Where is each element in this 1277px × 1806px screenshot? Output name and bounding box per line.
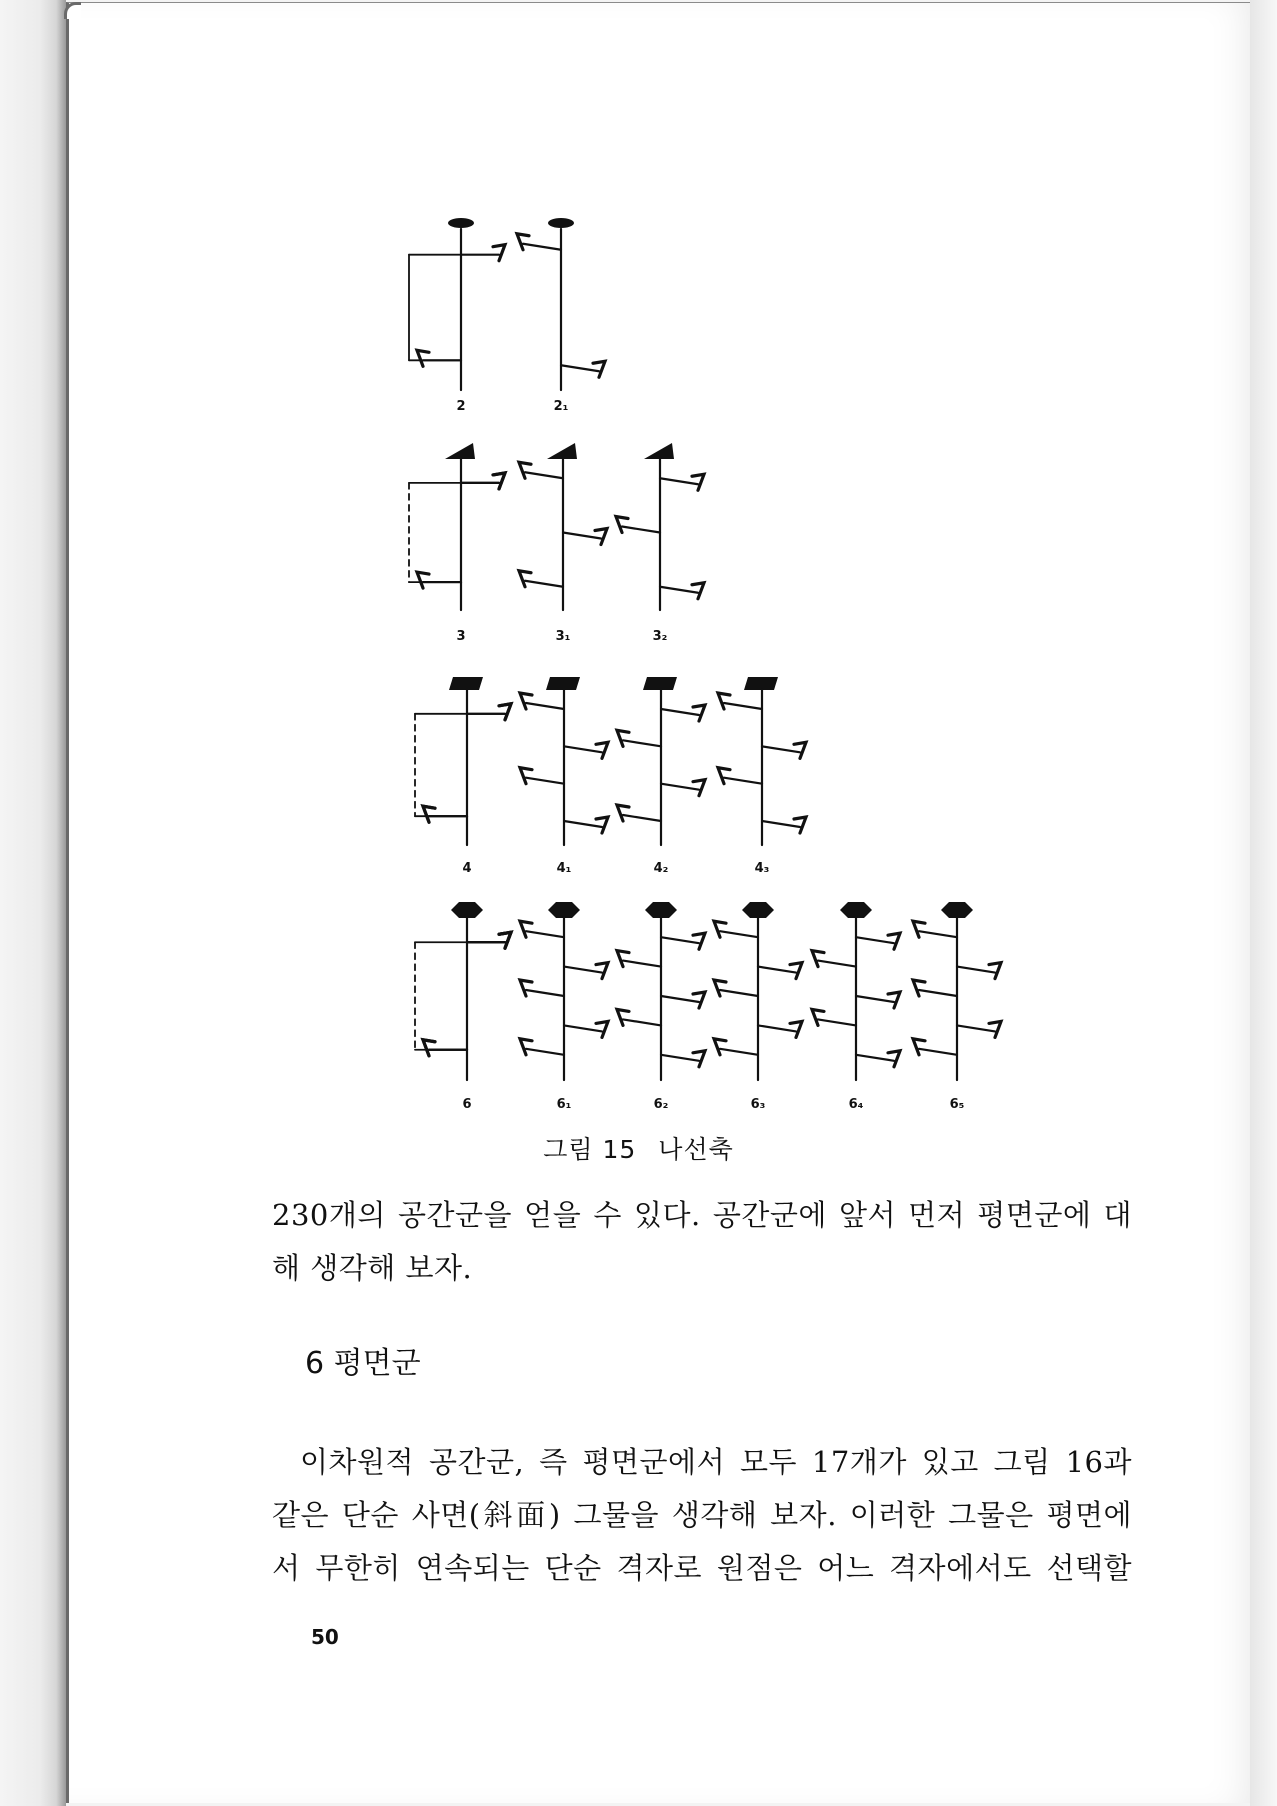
axis-label: 2 (456, 399, 466, 414)
arm-line (724, 703, 762, 709)
axis-label: 6₅ (949, 1097, 965, 1112)
motif-mark (714, 980, 726, 996)
motif-mark (693, 1051, 705, 1067)
figure-caption-label: 그림 15 (543, 1135, 637, 1164)
arm-line (720, 990, 758, 996)
arm-line (623, 1019, 661, 1025)
arm-line (856, 1055, 894, 1061)
motif-mark (692, 474, 704, 490)
axis-label: 4₂ (653, 861, 669, 876)
arm-line (526, 990, 564, 996)
motif-mark (989, 1021, 1001, 1037)
paragraph-plane-groups (300, 1436, 1132, 1489)
axis-label: 3 (456, 629, 466, 644)
arm-line (919, 1049, 957, 1055)
axis-label: 6₂ (653, 1097, 669, 1112)
paragraph-line: 서 무한히 연속되는 단순 격자로 원점은 어느 격자에서도 선택할 (272, 1551, 1132, 1585)
motif-mark (520, 693, 532, 709)
arm-line (561, 365, 599, 371)
arm-line (526, 778, 564, 784)
threefold-symbol (644, 443, 674, 459)
motif-mark (617, 1009, 629, 1025)
arm-line (724, 778, 762, 784)
arm-line (720, 1049, 758, 1055)
motif-mark (616, 517, 628, 533)
arm-line (762, 746, 800, 752)
motif-mark (493, 245, 505, 261)
axis-label: 3₂ (652, 629, 668, 644)
arm-line (762, 821, 800, 827)
axis-label: 4 (462, 861, 472, 876)
arm-line (526, 1049, 564, 1055)
arm-line (526, 931, 564, 937)
arm-line (563, 533, 601, 539)
paragraph-line: 같은 단순 사면(斜面) 그물을 생각해 보자. 이러한 그물은 평면에 (272, 1498, 1132, 1532)
arm-line (661, 784, 699, 790)
axis-label: 6₁ (556, 1097, 572, 1112)
motif-mark (693, 933, 705, 949)
motif-mark (913, 1039, 925, 1055)
figure-caption-title: 나선축 (658, 1135, 734, 1164)
motif-mark (417, 572, 429, 588)
motif-mark (596, 742, 608, 758)
axis-label: 6 (462, 1097, 472, 1112)
arm-line (818, 1019, 856, 1025)
page-number: 50 (311, 1625, 339, 1649)
arm-line (957, 1025, 995, 1031)
arm-line (919, 990, 957, 996)
motif-mark (519, 462, 531, 478)
paragraph-intro (272, 1189, 1132, 1295)
motif-mark (794, 742, 806, 758)
motif-mark (913, 980, 925, 996)
motif-mark (812, 951, 824, 967)
motif-mark (714, 1039, 726, 1055)
fourfold-symbol (546, 677, 580, 690)
motif-mark (417, 350, 429, 366)
motif-mark (517, 234, 529, 250)
motif-mark (718, 693, 730, 709)
motif-mark (423, 806, 435, 822)
motif-mark (520, 980, 532, 996)
paragraph-line: 해 생각해 보자. (272, 1251, 473, 1285)
motif-mark (596, 963, 608, 979)
arm-line (856, 996, 894, 1002)
arm-line (720, 931, 758, 937)
motif-mark (520, 1039, 532, 1055)
arm-line (523, 244, 561, 250)
arm-line (661, 1055, 699, 1061)
motif-mark (718, 768, 730, 784)
motif-mark (693, 992, 705, 1008)
motif-mark (499, 932, 511, 948)
axis-label: 4₁ (556, 861, 572, 876)
arm-line (525, 472, 563, 478)
arm-line (661, 709, 699, 715)
motif-mark (888, 933, 900, 949)
arm-line (623, 815, 661, 821)
threefold-symbol (547, 443, 577, 459)
arm-line (758, 1025, 796, 1031)
paragraph-line: 이차원적 공간군, 즉 평면군에서 모두 17개가 있고 그림 16과 (300, 1445, 1132, 1479)
motif-mark (493, 473, 505, 489)
motif-mark (790, 1021, 802, 1037)
motif-mark (593, 361, 605, 377)
arm-line (856, 937, 894, 943)
twofold-symbol (448, 218, 474, 228)
paragraph-line: 230개의 공간군을 얻을 수 있다. 공간군에 앞서 먼저 평면군에 대 (272, 1198, 1132, 1232)
fourfold-symbol (449, 677, 483, 690)
arm-line (758, 967, 796, 973)
motif-mark (596, 1021, 608, 1037)
threefold-symbol (445, 443, 475, 459)
motif-mark (596, 817, 608, 833)
motif-mark (595, 529, 607, 545)
section-heading: 6 평면군 (305, 1346, 421, 1381)
twofold-symbol (548, 218, 574, 228)
motif-mark (519, 571, 531, 587)
motif-mark (812, 1009, 824, 1025)
arm-line (661, 996, 699, 1002)
paragraph-plane-groups-cont (272, 1489, 1132, 1595)
motif-mark (617, 951, 629, 967)
motif-mark (423, 1040, 435, 1056)
arm-line (623, 740, 661, 746)
axis-label: 3₁ (555, 629, 571, 644)
motif-mark (499, 704, 511, 720)
arm-line (564, 821, 602, 827)
figure-caption (0, 1130, 1277, 1166)
arm-line (660, 478, 698, 484)
motif-mark (888, 1051, 900, 1067)
motif-mark (989, 963, 1001, 979)
axis-label: 4₃ (754, 861, 770, 876)
arm-line (623, 961, 661, 967)
axis-label: 6₄ (848, 1097, 864, 1112)
motif-mark (693, 705, 705, 721)
motif-mark (888, 992, 900, 1008)
arm-line (564, 746, 602, 752)
arm-line (957, 967, 995, 973)
motif-mark (692, 583, 704, 599)
arm-line (661, 937, 699, 943)
motif-mark (913, 921, 925, 937)
arm-line (660, 587, 698, 593)
fourfold-symbol (744, 677, 778, 690)
arm-line (564, 1025, 602, 1031)
motif-mark (790, 963, 802, 979)
axis-label: 6₃ (750, 1097, 766, 1112)
motif-mark (693, 780, 705, 796)
arm-line (564, 967, 602, 973)
arm-line (622, 527, 660, 533)
arm-line (919, 931, 957, 937)
arm-line (526, 703, 564, 709)
motif-mark (617, 730, 629, 746)
motif-mark (520, 921, 532, 937)
motif-mark (714, 921, 726, 937)
motif-mark (794, 817, 806, 833)
arm-line (818, 961, 856, 967)
motif-mark (617, 805, 629, 821)
axis-label: 2₁ (553, 399, 569, 414)
motif-mark (520, 768, 532, 784)
fourfold-symbol (643, 677, 677, 690)
arm-line (525, 581, 563, 587)
